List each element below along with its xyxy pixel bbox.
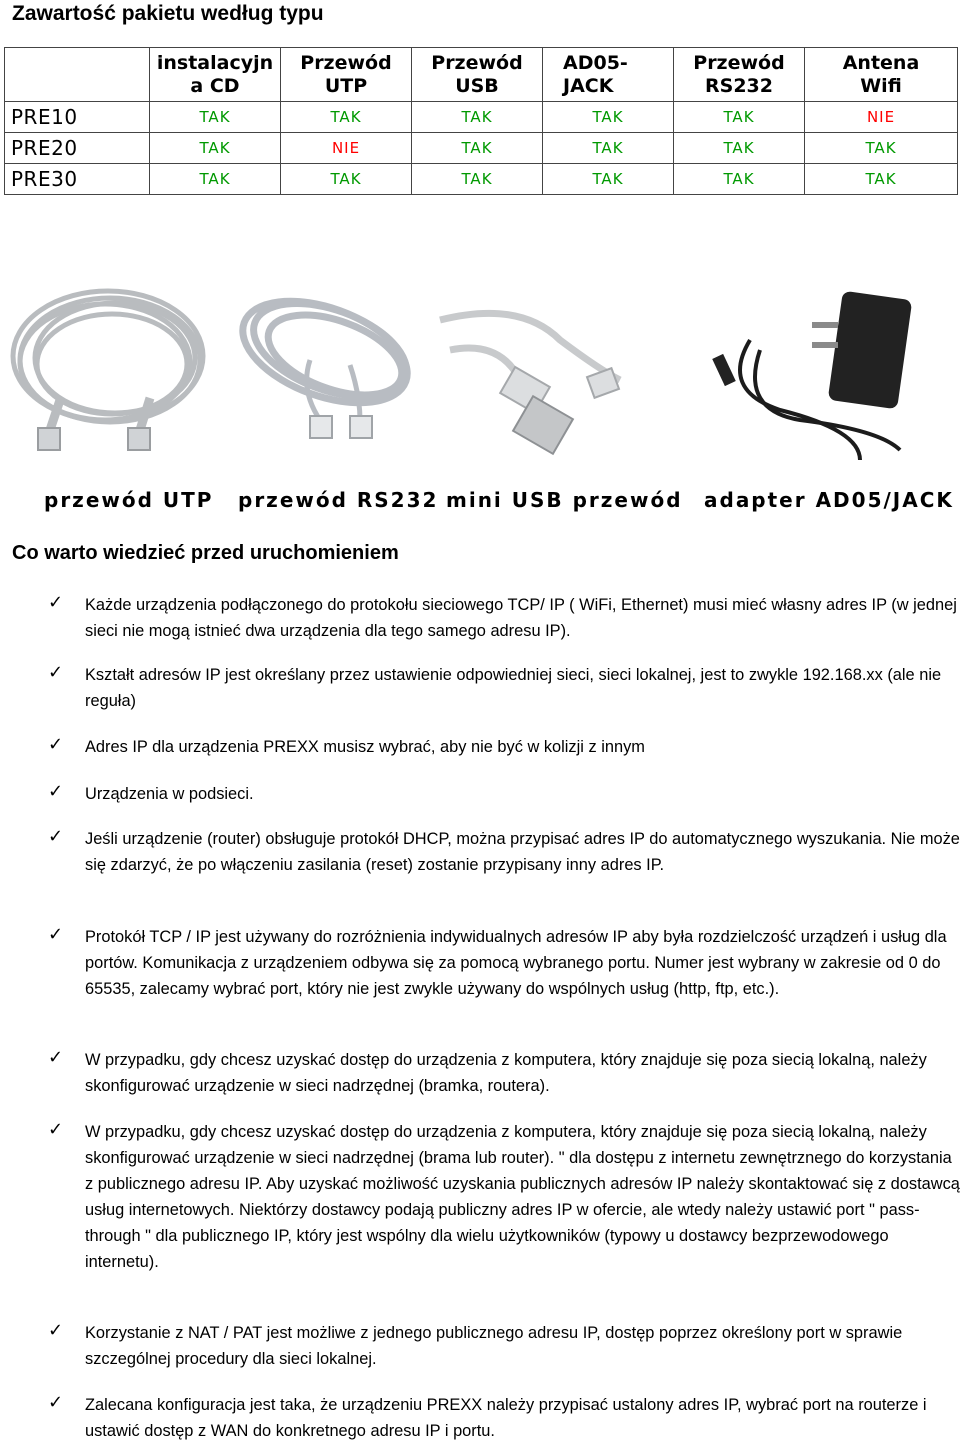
table-cell: TAK (150, 102, 281, 133)
check-icon: ✓ (48, 1047, 64, 1068)
check-icon: ✓ (48, 924, 64, 945)
header-cell-utp (281, 48, 412, 102)
header-utp-line2: UTP (324, 74, 368, 97)
check-icon: ✓ (48, 1320, 64, 1341)
list-item: Jeśli urządzenie (router) obsługuje protokół DHCP, można przypisać adres IP do automatycznego wyszukania. Nie może się zdarzyć, że po włączeniu zasilania (reset) zostanie przypisany inny adres IP. (85, 830, 960, 874)
table-cell: TAK (412, 102, 543, 133)
header-cell-usb (412, 48, 543, 102)
header-cell-wifi (805, 48, 958, 102)
table-cell: TAK (543, 133, 674, 164)
table-cell: TAK (674, 102, 805, 133)
caption-utp: przewód UTP (44, 488, 214, 512)
table-cell: TAK (412, 164, 543, 195)
table-row (5, 164, 958, 195)
page-heading: Zawartość pakietu według typu (12, 2, 324, 25)
list-item: Protokół TCP / IP jest używany do rozróżnienia indywidualnych adresów IP aby była rozdzielczość urządzeń i usług dla portów. Komunikacja z urządzeniem odbywa się za pomocą wybranego portu. Numer jest wybrany w zakresie od 0 do 65535, zalecamy wybrać port, który nie jest zwykle używany do wspólnych usług (http, ftp, etc.). (85, 928, 947, 998)
table-cell: TAK (412, 133, 543, 164)
header-wifi-line1: Antena (842, 51, 920, 74)
row-label: PRE20 (5, 133, 150, 164)
rs232-cable-image (229, 281, 421, 438)
header-cell-rs232 (674, 48, 805, 102)
list-item: Korzystanie z NAT / PAT jest możliwe z jednego publicznego adresu IP, dostęp poprzez określony port w sprawie szczególnej procedury dla sieci lokalnej. (85, 1324, 903, 1368)
header-cell-empty (5, 48, 150, 102)
ad05-adapter-image (712, 291, 912, 460)
section-title: Co warto wiedzieć przed uruchomieniem (12, 542, 399, 564)
table-cell: TAK (150, 133, 281, 164)
table-cell: TAK (674, 164, 805, 195)
table-row (5, 133, 958, 164)
package-contents-table (4, 47, 958, 195)
table-cell: TAK (281, 102, 412, 133)
mini-usb-cable-image (440, 313, 620, 453)
header-utp-line1: Przewód (300, 51, 392, 74)
list-item: W przypadku, gdy chcesz uzyskać dostęp do urządzenia z komputera, który znajduje się poza siecią lokalną, należy skonfigurować urządzenie w sieci nadrzędnej (brama lub router). " dla dostępu z internetu zewnętrznego do korzystania z publicznego adresu IP. Aby uzyskać możliwość uzyskania publicznych adresów IP należy skontaktować się z dostawcą usług internetowych. Niektórzy dostawcy podają publiczny adres IP w ofercie, ale wtedy należy ustawić port " pass- through " dla publicznego IP, który jest wspólny dla wielu użytkowników (typowy u dostawcy bezprzewodowego internetu). (85, 1123, 960, 1271)
header-ad05-line2: JACK (563, 74, 614, 97)
header-ad05-line1: AD05- (563, 51, 628, 74)
header-usb-line1: Przewód (431, 51, 523, 74)
list-item: Każde urządzenia podłączonego do protokołu sieciowego TCP/ IP ( WiFi, Ethernet) musi mieć własny adres IP (w jednej sieci nie mogą istnieć dwa urządzenia dla tego samego adresu IP). (85, 596, 957, 640)
header-cd-line2: a CD (190, 74, 240, 97)
table-cell: TAK (805, 164, 958, 195)
table-row (5, 102, 958, 133)
table-cell: TAK (805, 133, 958, 164)
header-rs232-line2: RS232 (705, 74, 773, 97)
table-cell: TAK (543, 164, 674, 195)
list-item: Zalecana konfiguracja jest taka, że urządzeniu PREXX należy przypisać ustalony adres IP, wybrać port na routerze i ustawić dostęp z WAN do konkretnego adresu IP i portu. (85, 1396, 927, 1440)
check-icon: ✓ (48, 1119, 64, 1140)
header-cell-ad05 (543, 48, 674, 102)
header-rs232-line1: Przewód (693, 51, 785, 74)
utp-cable-image (13, 291, 203, 450)
header-wifi-line2: Wifi (860, 74, 902, 97)
caption-rs232: przewód RS232 (238, 488, 439, 512)
check-icon: ✓ (48, 662, 64, 683)
caption-adapter: adapter AD05/JACK (704, 488, 954, 512)
check-icon: ✓ (48, 592, 64, 613)
list-item: Adres IP dla urządzenia PREXX musisz wybrać, aby nie być w kolizji z innym (85, 738, 645, 756)
header-usb-line2: USB (455, 74, 499, 97)
table-header-row (5, 48, 958, 102)
table-cell: TAK (543, 102, 674, 133)
check-icon: ✓ (48, 1392, 64, 1413)
table-cell: TAK (674, 133, 805, 164)
table-cell: TAK (281, 164, 412, 195)
table-cell: TAK (150, 164, 281, 195)
list-item: Kształt adresów IP jest określany przez ustawienie odpowiedniej sieci, sieci lokalnej, jest to zwykle 192.168.xx (ale nie reguła) (85, 666, 942, 710)
row-label: PRE10 (5, 102, 150, 133)
list-item: Urządzenia w podsieci. (85, 785, 254, 803)
check-icon: ✓ (48, 826, 64, 847)
header-cell-cd (150, 48, 281, 102)
table-cell: NIE (281, 133, 412, 164)
header-cd-line1: instalacyjn (156, 51, 274, 74)
caption-mini-usb: mini USB przewód (446, 488, 683, 512)
row-label: PRE30 (5, 164, 150, 195)
check-icon: ✓ (48, 734, 64, 755)
product-images (0, 280, 960, 480)
list-item: W przypadku, gdy chcesz uzyskać dostęp do urządzenia z komputera, który znajduje się poza siecią lokalną, należy skonfigurować urządzenie w sieci nadrzędnej (bramka, routera). (85, 1051, 927, 1095)
table-cell: NIE (805, 102, 958, 133)
check-icon: ✓ (48, 781, 64, 802)
